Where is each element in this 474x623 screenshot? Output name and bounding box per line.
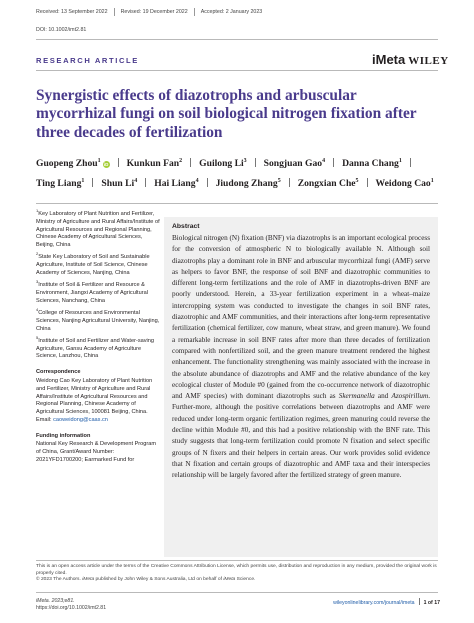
author-separator	[207, 178, 208, 187]
abstract-box	[164, 217, 438, 557]
orcid-icon[interactable]: iD	[103, 162, 109, 167]
author-name[interactable]: Kunkun Fan$^2$	[126, 157, 183, 169]
abstract-heading: Abstract	[172, 223, 200, 230]
license	[36, 564, 446, 584]
divider	[419, 598, 420, 605]
received-date: Received: 13 September 2022	[36, 9, 108, 15]
section-rule	[36, 70, 438, 71]
divider	[114, 8, 115, 16]
affiliation-item: $^5$Institute of Soil and Fertilizer and Water-saving Agriculture, Gansu Academy of Agriculture Science, Lanzhou, China	[36, 334, 154, 360]
author-name[interactable]: Hai Liang$^4$	[154, 177, 199, 189]
author-separator	[145, 178, 146, 187]
author-separator	[367, 178, 368, 187]
affiliation-item: $^3$Institute of Soil & Fertilizer and Resource & Environment, Jiangxi Academy of Agricultural Sciences, Nanchang, China	[36, 279, 148, 304]
author-separator	[410, 158, 411, 167]
doi[interactable]: DOI: 10.1002/imt2.81	[36, 27, 87, 33]
author-separator	[289, 178, 290, 187]
license-line-1: This is an open access article under the terms of the Creative Commons Attribution License, which permits use, distribution and reproduction in any medium, provided the original work is properly cited.	[36, 564, 437, 576]
author-separator	[333, 158, 334, 167]
page-number: 1 of 17	[423, 600, 440, 606]
author-name[interactable]: Shun Li$^4$	[101, 177, 138, 189]
license-rule	[36, 560, 438, 561]
affiliation-item: $^1$Key Laboratory of Plant Nutrition and Fertilizer, Ministry of Agriculture and Rural Affairs/Institute of Agricultural Resources and Regional Planning, Chinese Academy of Agricultural Sciences, Beijing, China	[36, 208, 160, 249]
author-separator	[92, 178, 93, 187]
affiliation-item: $^4$College of Resources and Environmental Sciences, Nanjing Agricultural University, Nanjing, China	[36, 307, 160, 332]
abstract-body: Biological nitrogen (N) fixation (BNF) via diazotrophs is an important ecological process for the conversion of atmospheric N to biologically available N. Although soil diazotrophs play a dominant role in BNF and arbuscular mycorrhizal fungi (AMF) serve as helpers to favor BNF, the response of soil BNF and diazotrophic communities to different long-term fertilizations and the role of AMF in diazotrophs-driven BNF are poorly understood. Herein, a 33-year fertilization experiment in a wheat–maize intercropping system was conducted to investigate the changes in soil BNF rates, diazotrophic and AMF communities, and their interactions after long-term representative fertilization (chemical fertilizer, cow manure, wheat straw, and green manure). We found a remarkable increase in soil BNF rates after more than three decades of fertilization compared with nonfertilized soil, and the green manure treatment rendered the highest enhancement. The functionality strengthening was mainly associated with the increase in the absolute abundance of diazotrophs and AMF and the relative abundance of the key ecological cluster of Module #0 (gained from the co-occurrence network of diazotrophic and AMF species) with dominant diazotrophs such as Skermanella and Azospirillum. Further-more, although the positive correlations between diazotrophs and AMF were reduced under long-term organic fertilization regimes, green manuring could reverse the decline within Module #0, and this had a positive relationship with the BNF rate. This study suggests that long-term fertilization could promote N fixation and select specific groups of N fixers and their helpers in certain areas. Our work provides solid evidence that N fixation and certain groups of diazotrophic and AMF taxa and their interspecies relationship will be largely favored after the fertilized strategy of green manure.	[172, 234, 430, 480]
journal-citation: iMeta. 2023;e81.	[36, 598, 75, 604]
author-separator	[118, 158, 119, 167]
email-link[interactable]: caoweidong@caas.cn	[53, 416, 108, 423]
header-rule	[36, 39, 438, 40]
funding-text: National Key Research & Development Program of China, Grant/Award Number: 2021YFD1700200; Earmarked Fund for	[36, 441, 157, 464]
correspondence-text: Weidong Cao Key Laboratory of Plant Nutrition and Fertilizer, Ministry of Agriculture and Rural Affairs/Institute of Agricultural Resources and Regional Planning, Chinese Academy of Agricultural Sciences, 100081 Beijing, China. Email: caoweidong@caas.cn	[36, 377, 153, 423]
affiliation-list	[36, 208, 160, 361]
affiliations	[36, 208, 160, 469]
divider	[194, 8, 195, 16]
revised-date: Revised: 19 December 2022	[120, 9, 188, 15]
article-title: Synergistic effects of diazotrophs and arbuscular mycorrhizal fungi on soil biological nitrogen fixation after three decades of fertilization	[36, 87, 417, 141]
article-dates	[36, 8, 436, 16]
author-separator	[255, 158, 256, 167]
author-separator	[190, 158, 191, 167]
author-name[interactable]: Jiudong Zhang$^5$	[215, 177, 281, 189]
author-list	[36, 154, 446, 193]
footer	[36, 598, 440, 612]
affiliation-item: $^2$State Key Laboratory of Soil and Sustainable Agriculture, Institute of Soil Science, Chinese Academy of Sciences, Nanjing, China	[36, 251, 150, 276]
author-name[interactable]: Guilong Li$^3$	[199, 157, 247, 169]
author-name[interactable]: Guopeng Zhou$^1$iD	[36, 157, 109, 169]
wiley-logo: WILEY	[408, 55, 449, 67]
author-name[interactable]: Weidong Cao$^1$	[375, 177, 434, 189]
section-label: RESEARCH ARTICLE	[36, 56, 139, 65]
journal-site-link[interactable]: wileyonlinelibrary.com/journal/imeta	[333, 600, 415, 606]
footer-rule	[36, 592, 438, 593]
imeta-logo: iMeta	[372, 52, 406, 67]
correspondence-heading: Correspondence	[36, 369, 81, 376]
author-name[interactable]: Ting Liang$^1$	[36, 177, 85, 189]
funding-heading: Funding information	[36, 432, 91, 439]
author-name[interactable]: Songjuan Gao$^4$	[263, 157, 326, 169]
author-name[interactable]: Zongxian Che$^5$	[297, 177, 359, 189]
footer-right	[333, 598, 440, 607]
license-line-2: © 2023 The Authors. iMeta published by John Wiley & Sons Australia, Ltd on behalf of iMeta Science.	[36, 577, 256, 583]
doi-url[interactable]: https://doi.org/10.1002/imt2.81	[36, 605, 107, 611]
journal-logo	[372, 51, 449, 69]
authors-rule	[36, 203, 438, 204]
accepted-date: Accepted: 2 January 2023	[200, 9, 263, 15]
author-name[interactable]: Danna Chang$^1$	[342, 157, 402, 169]
